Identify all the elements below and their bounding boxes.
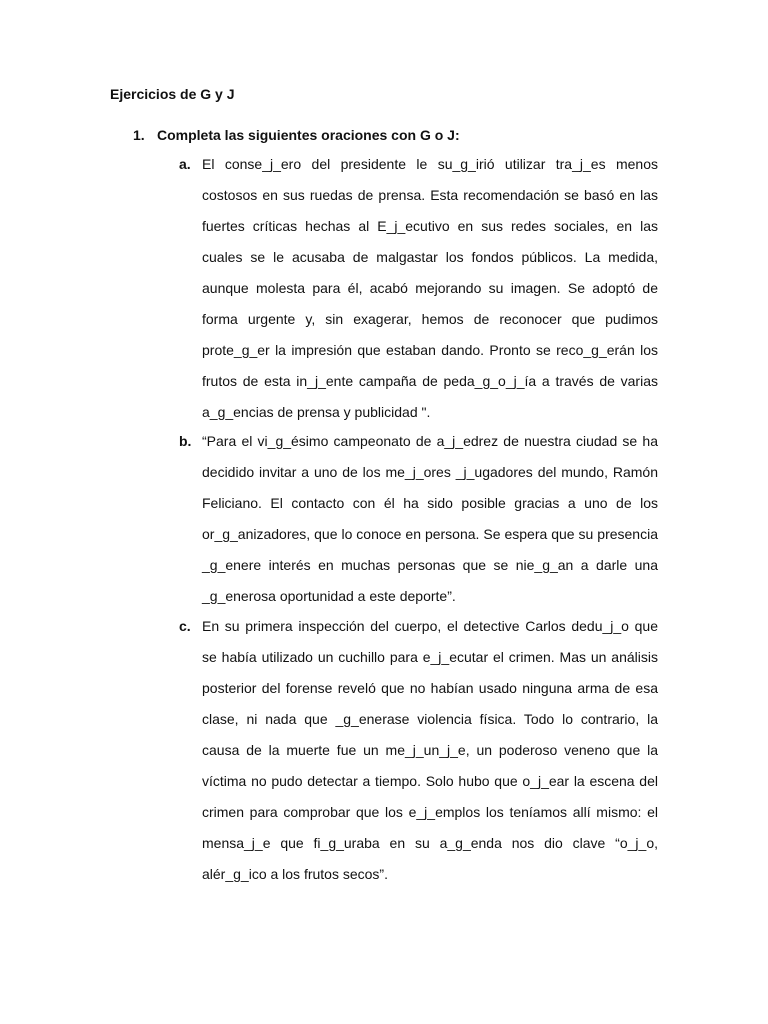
- item-letter: a.: [179, 156, 191, 172]
- item-text: El conse_j_ero del presidente le su_g_irió utilizar tra_j_es menos costosos en sus ruedas de prensa. Esta recomendación se basó en las fuertes críticas hechas al E_j_ecutivo en sus redes sociales, en las cuales se le acusaba de malgastar los fondos públicos. La medida, aunque molesta para él, acabó mejorando su imagen. Se adoptó de forma urgente y, sin exagerar, hemos de reconocer que pudimos prote_g_er la impresión que estaban dando. Pronto se reco_g_erán los frutos de esta in_j_ente campaña de peda_g_o_j_ía a través de varias a_g_encias de prensa y publicidad ".: [202, 156, 658, 420]
- item-text: En su primera inspección del cuerpo, el detective Carlos dedu_j_o que se había utilizado un cuchillo para e_j_ecutar el crimen. Mas un análisis posterior del forense reveló que no habían usado ninguna arma de esa clase, ni nada que _g_enerase violencia física. Todo lo contrario, la causa de la muerte fue un me_j_un_j_e, un poderoso veneno que la víctima no pudo detectar a tiempo. Solo hubo que o_j_ear la escena del crimen para comprobar que los e_j_emplos los teníamos allí mismo: el mensa_j_e que fi_g_uraba en su a_g_enda nos dio clave “o_j_o, alér_g_ico a los frutos secos”.: [202, 618, 658, 882]
- item-text: “Para el vi_g_ésimo campeonato de a_j_edrez de nuestra ciudad se ha decidido invitar a uno de los me_j_ores _j_ugadores del mundo, Ramón Feliciano. El contacto con él ha sido posible gracias a uno de los or_g_anizadores, que lo conoce en persona. Se espera que su presencia _g_enere interés en muchas personas que se nie_g_an a darle una _g_enerosa oportunidad a este deporte”.: [202, 433, 658, 604]
- item-letter: b.: [179, 433, 192, 449]
- question-prompt: Completa las siguientes oraciones con G o J:: [157, 127, 460, 143]
- document-title: Ejercicios de G y J: [110, 86, 235, 102]
- item-letter: c.: [179, 618, 191, 634]
- question-number: 1.: [133, 127, 145, 143]
